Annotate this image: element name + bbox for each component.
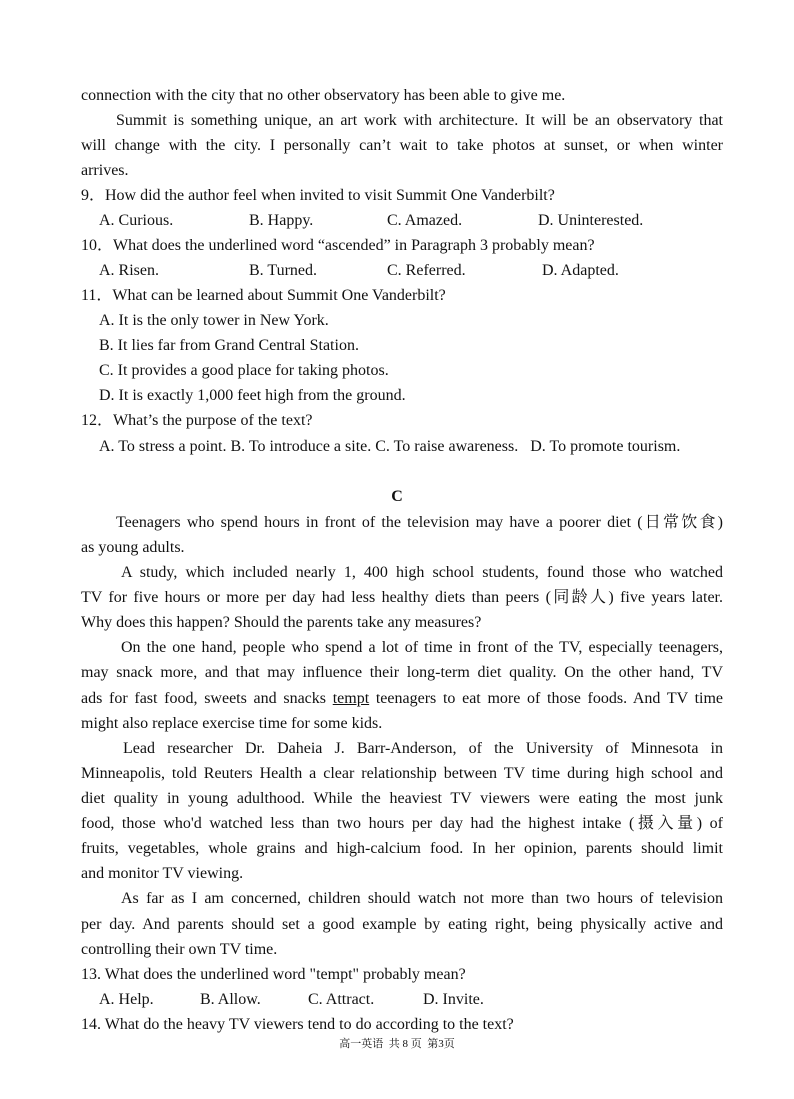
question-14-stem: 14. What do the heavy TV viewers tend to do according to the text?: [81, 1016, 514, 1033]
text-run: teenagers to eat more of those foods. And TV time: [369, 690, 724, 707]
option[interactable]: D. Adapted.: [542, 262, 619, 279]
passage-line: fruits, vegetables, whole grains and high-calcium food. In her opinion, parents should limit: [81, 840, 723, 857]
passage-line: TV for five hours or more per day had less healthy diets than peers (同龄人) five years later.: [81, 589, 723, 606]
question-11-stem: 11．What can be learned about Summit One Vanderbilt?: [81, 287, 446, 304]
option[interactable]: D. It is exactly 1,000 feet high from the ground.: [99, 387, 406, 404]
section-heading: C: [391, 488, 403, 505]
passage-line: connection with the city that no other observatory has been able to give me.: [81, 87, 566, 104]
question-9-stem: 9．How did the author feel when invited to visit Summit One Vanderbilt?: [81, 187, 555, 204]
passage-line: diet quality in young adulthood. While the heaviest TV viewers were eating the most junk: [81, 790, 723, 807]
passage-line: controlling their own TV time.: [81, 941, 278, 958]
question-12-options[interactable]: A. To stress a point. B. To introduce a site. C. To raise awareness. D. To promote tourism.: [99, 438, 681, 455]
question-10-stem: 10．What does the underlined word “ascended” in Paragraph 3 probably mean?: [81, 237, 595, 254]
passage-line: A study, which included nearly 1, 400 high school students, found those who watched: [121, 564, 723, 581]
passage-line: As far as I am concerned, children should watch not more than two hours of television: [121, 890, 723, 907]
option[interactable]: A. It is the only tower in New York.: [99, 312, 329, 329]
passage-line: [81, 689, 723, 709]
option[interactable]: B. Happy.: [249, 212, 314, 229]
passage-line: per day. And parents should set a good example by eating right, being physically active and: [81, 916, 723, 933]
passage-line: food, those who'd watched less than two hours per day had the highest intake (摄入量) of: [81, 815, 723, 832]
page-footer: 高一英语 共 8 页 第3页: [339, 1038, 455, 1050]
option[interactable]: B. It lies far from Grand Central Station.: [99, 337, 359, 354]
question-12-stem: 12．What’s the purpose of the text?: [81, 412, 313, 429]
underlined-word-tempt: tempt: [332, 690, 370, 707]
option[interactable]: D. Invite.: [423, 991, 484, 1008]
passage-line: Lead researcher Dr. Daheia J. Barr-Anderson, of the University of Minnesota in: [123, 740, 723, 757]
question-13-stem: 13. What does the underlined word "tempt" probably mean?: [81, 966, 466, 983]
passage-line: Summit is something unique, an art work with architecture. It will be an observatory that: [116, 112, 723, 129]
passage-line: and monitor TV viewing.: [81, 865, 244, 882]
passage-line: arrives.: [81, 162, 129, 179]
passage-line: Minneapolis, told Reuters Health a clear relationship between TV time during high school and: [81, 765, 723, 782]
option[interactable]: B. Turned.: [249, 262, 318, 279]
option[interactable]: A. Risen.: [99, 262, 159, 279]
passage-line: may snack more, and that may influence their long-term diet quality. On the other hand, TV: [81, 664, 723, 681]
option[interactable]: C. Attract.: [308, 991, 375, 1008]
option[interactable]: D. Uninterested.: [538, 212, 644, 229]
option[interactable]: A. Help.: [99, 991, 154, 1008]
passage-line: Teenagers who spend hours in front of the television may have a poorer diet (日常饮食): [116, 514, 723, 531]
option[interactable]: A. Curious.: [99, 212, 174, 229]
passage-line: will change with the city. I personally can’t wait to take photos at sunset, or when winter: [81, 137, 723, 154]
text-run: ads for fast food, sweets and snacks: [81, 690, 333, 707]
option[interactable]: B. Allow.: [200, 991, 261, 1008]
passage-line: On the one hand, people who spend a lot of time in front of the TV, especially teenagers,: [121, 639, 723, 656]
option[interactable]: C. Amazed.: [387, 212, 463, 229]
passage-line: might also replace exercise time for some kids.: [81, 715, 383, 732]
option[interactable]: C. It provides a good place for taking photos.: [99, 362, 389, 379]
passage-line: as young adults.: [81, 539, 185, 556]
passage-line: Why does this happen? Should the parents take any measures?: [81, 614, 482, 631]
option[interactable]: C. Referred.: [387, 262, 466, 279]
